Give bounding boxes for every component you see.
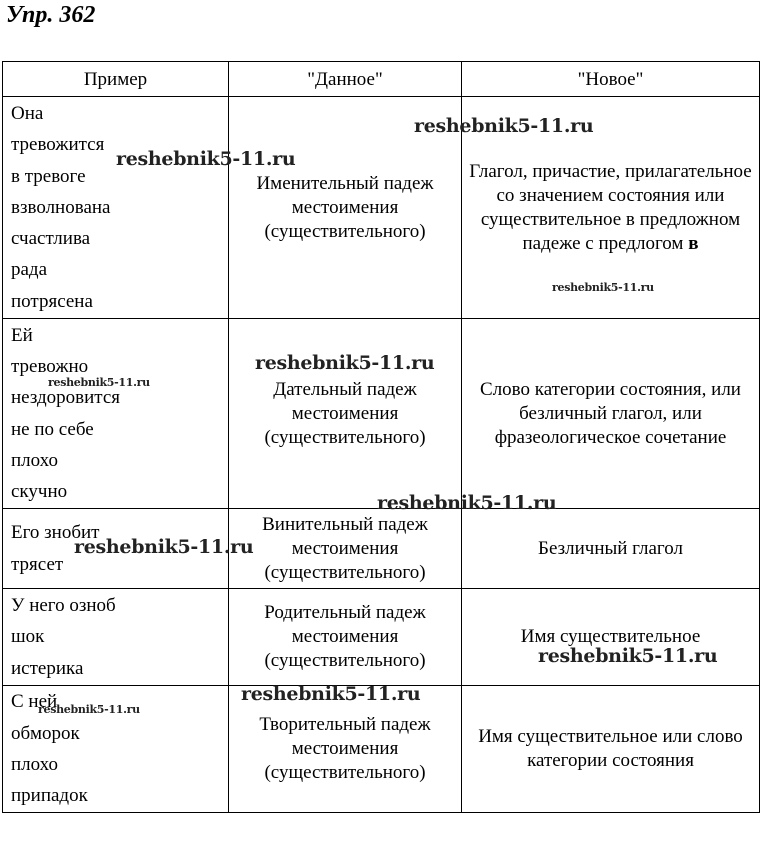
given-cell: Винительный падеж местоимения (существительного) bbox=[229, 509, 462, 589]
example-item: не по себе bbox=[11, 418, 94, 440]
example-item: С ней bbox=[11, 691, 58, 713]
example-item: шок bbox=[11, 626, 45, 648]
example-item: плохо bbox=[11, 449, 58, 471]
example-item: в тревоге bbox=[11, 165, 86, 187]
new-cell: Имя существительное bbox=[462, 589, 760, 686]
new-cell: Имя существительное или слово категории состояния bbox=[462, 686, 760, 813]
watermark-text: reshebnik5-11.ru bbox=[552, 281, 654, 294]
example-item: тревожится bbox=[11, 134, 105, 156]
given-cell: Дательный падеж местоимения (существительного) bbox=[229, 319, 462, 509]
examples-cell bbox=[3, 97, 229, 319]
example-item: обморок bbox=[11, 722, 80, 744]
example-item: припадок bbox=[11, 785, 88, 807]
watermark-text: reshebnik5-11.ru bbox=[48, 376, 150, 389]
example-item: Ей bbox=[11, 324, 33, 346]
example-item: счастлива bbox=[11, 228, 91, 250]
table-header-row bbox=[3, 62, 760, 97]
new-bold-preposition: в bbox=[688, 232, 699, 254]
example-item: тревожно bbox=[11, 355, 89, 377]
given-cell: Творительный падеж местоимения (существительного) bbox=[229, 686, 462, 813]
example-item: взволнована bbox=[11, 196, 111, 218]
table-row bbox=[3, 589, 760, 686]
example-item: плохо bbox=[11, 754, 58, 775]
new-cell: Слово категории состояния, или безличный глагол, или фразеологическое сочетание bbox=[462, 319, 760, 509]
example-item: нездоровится bbox=[11, 387, 121, 409]
watermark-text: reshebnik5-11.ru bbox=[255, 352, 435, 374]
watermark-text: reshebnik5-11.ru bbox=[538, 645, 718, 667]
examples-cell bbox=[3, 589, 229, 686]
example-item: Его знобит bbox=[11, 522, 100, 544]
examples-cell bbox=[3, 319, 229, 509]
example-item: скучно bbox=[11, 481, 68, 503]
header-example: Пример bbox=[3, 62, 229, 97]
header-new: "Новое" bbox=[462, 62, 760, 97]
example-item: Она bbox=[11, 102, 44, 124]
example-item: У него озноб bbox=[11, 595, 116, 617]
header-given: "Данное" bbox=[229, 62, 462, 97]
new-text: Глагол, причастие, прилагательное со значением состояния или существительное в предложном падеже с предлогом bbox=[469, 160, 752, 254]
example-item: рада bbox=[11, 259, 48, 281]
watermark-text: reshebnik5-11.ru bbox=[74, 536, 254, 558]
watermark-text: reshebnik5-11.ru bbox=[116, 148, 296, 170]
exercise-heading: Упр. 362 bbox=[6, 2, 96, 28]
watermark-text: reshebnik5-11.ru bbox=[377, 492, 557, 514]
example-item: потрясена bbox=[11, 290, 93, 312]
example-item: трясет bbox=[11, 553, 64, 575]
watermark-text: reshebnik5-11.ru bbox=[241, 683, 421, 705]
table-row bbox=[3, 319, 760, 509]
new-cell: Безличный глагол bbox=[462, 509, 760, 589]
given-cell: Именительный падеж местоимения (существительного) bbox=[229, 97, 462, 319]
watermark-text: reshebnik5-11.ru bbox=[414, 115, 594, 137]
given-cell: Родительный падеж местоимения (существительного) bbox=[229, 589, 462, 686]
watermark-text: reshebnik5-11.ru bbox=[38, 703, 140, 716]
example-item: истерика bbox=[11, 657, 84, 679]
